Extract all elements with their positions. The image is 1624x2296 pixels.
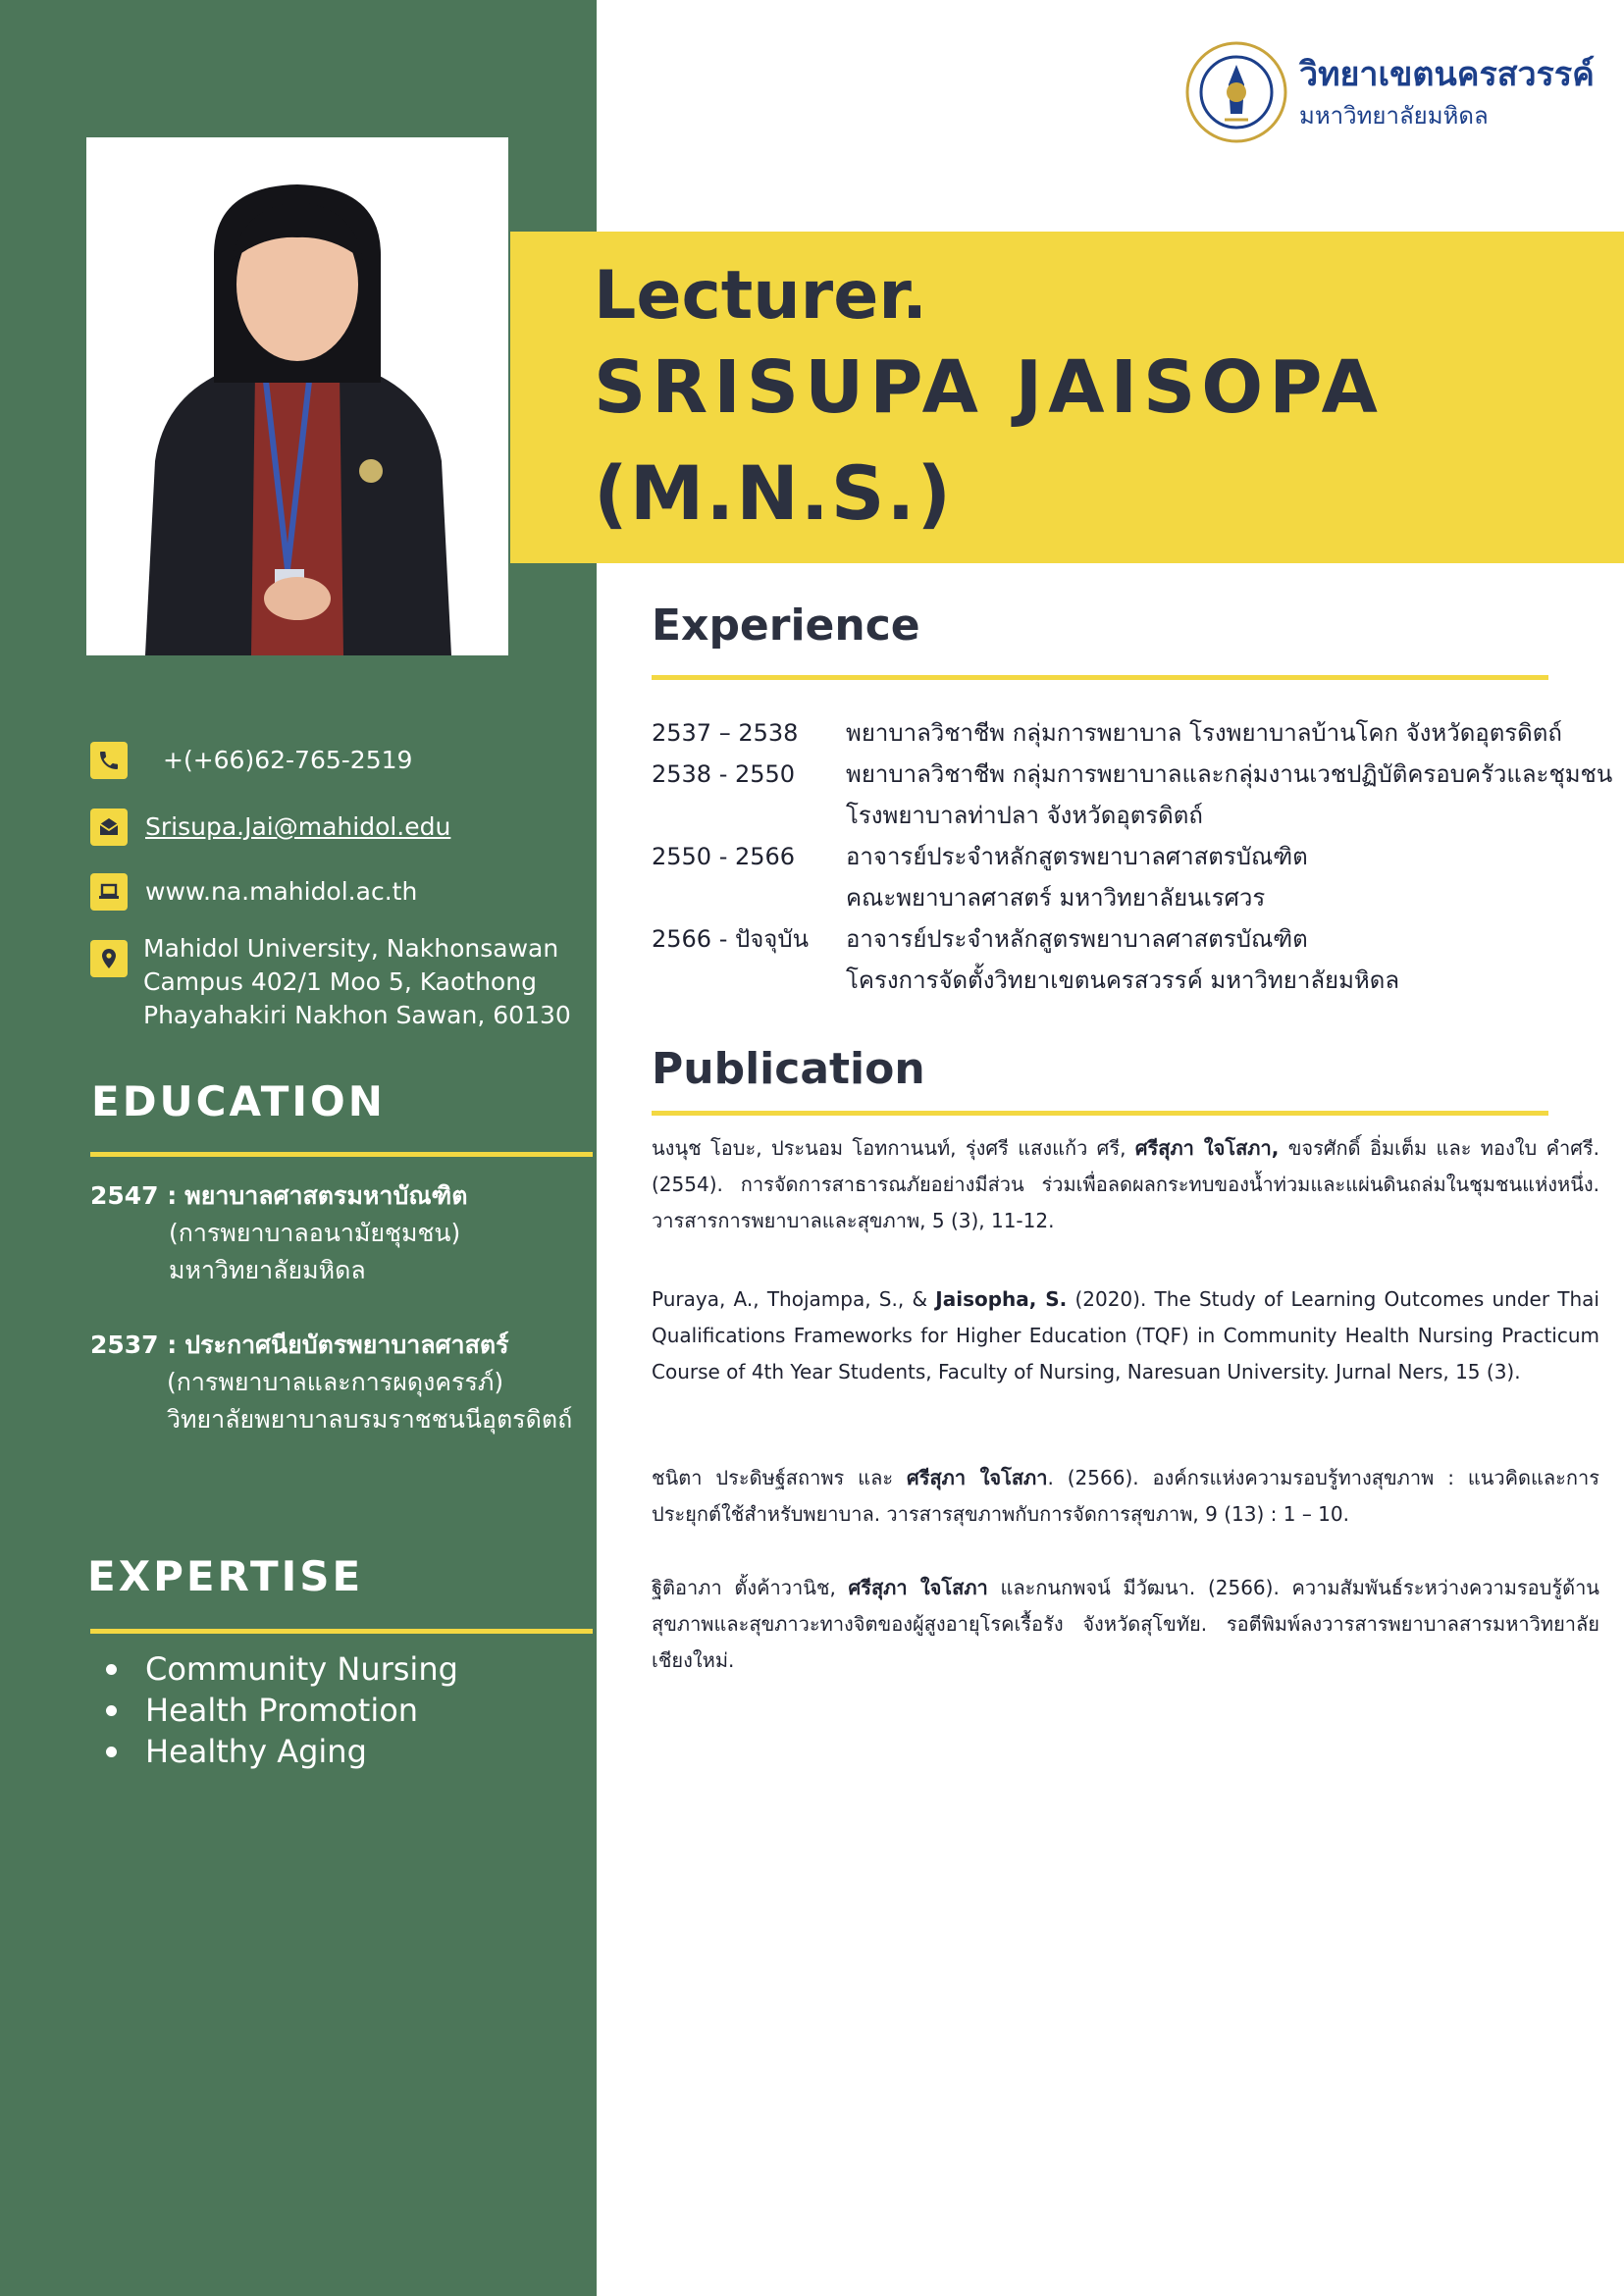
phone-icon (90, 742, 128, 779)
experience-description (846, 754, 1613, 836)
expertise-rule (90, 1629, 593, 1634)
experience-years: 2550 - 2566 (652, 843, 796, 870)
education-degree: ประกาศนียบัตรพยาบาลศาสตร์ (184, 1331, 509, 1359)
expertise-heading: EXPERTISE (87, 1552, 364, 1600)
education-year: 2547 : (90, 1181, 178, 1210)
logo-university-name: มหาวิทยาลัยมหิดล (1299, 102, 1489, 130)
education-heading: EDUCATION (91, 1077, 386, 1125)
phone-number: +(+66)62-765-2519 (163, 746, 413, 774)
person-name: SRISUPA JAISOPA (594, 345, 1384, 430)
expertise-item: Healthy Aging (102, 1731, 458, 1772)
publication-item (652, 1460, 1599, 1533)
citation-details: ขจรศักดิ์ อิ่มเต็ม และ ทองใบ คำศรี. (2554). การจัดการสาธารณภัยอย่างมีส่วน ร่วมเพื่อลดผลกระทบของน้ำท่วมและแผ่นดินถล่มในชุมชนแห่งหนึ่ง. วารสารการพยาบาลและสุขภาพ, 5 (3), 11-12. (652, 1136, 1600, 1232)
address-line: Phayahakiri Nakhon Sawan, 60130 (143, 1001, 571, 1029)
experience-rule (652, 675, 1548, 680)
publication-item (652, 1130, 1599, 1239)
expertise-item: Community Nursing (102, 1648, 458, 1690)
location-pin-icon (90, 940, 128, 977)
campus-logo (1185, 41, 1595, 149)
education-item (90, 1177, 468, 1289)
expertise-item: Health Promotion (102, 1690, 458, 1731)
profile-photo (86, 137, 508, 655)
experience-years: 2538 - 2550 (652, 760, 796, 788)
education-detail: (การพยาบาลอนามัยชุมชน) (169, 1219, 461, 1247)
citation-highlight-author: ศรีสุภา ใจโสภา (848, 1576, 988, 1599)
website-link[interactable]: www.na.mahidol.ac.th (145, 877, 418, 906)
experience-years: 2537 – 2538 (652, 719, 799, 747)
education-rule (90, 1152, 593, 1157)
publication-item (652, 1570, 1599, 1679)
experience-line: คณะพยาบาลศาสตร์ มหาวิทยาลัยนเรศวร (846, 884, 1266, 912)
citation-highlight-author: Jaisopha, S. (935, 1287, 1068, 1311)
experience-line: อาจารย์ประจำหลักสูตรพยาบาลศาสตรบัณฑิต (846, 843, 1308, 870)
university-seal-icon (1185, 41, 1287, 143)
citation-authors: นงนุช โอบะ, ประนอม โอทกานนท์, รุ่งศรี แสงแก้ว ศรี, (652, 1136, 1135, 1160)
citation-details: (2020). The Study of Learning Outcomes under Thai Qualifications Frameworks for Higher Education (TQF) in Community Health Nursing Practicum Course of 4th Year Students, Faculty of Nursing, Naresuan University. Jurnal Ners, 15 (3). (652, 1287, 1599, 1383)
citation-highlight-author: ศรีสุภา ใจโสภา (907, 1466, 1048, 1489)
education-year: 2537 : (90, 1331, 178, 1359)
citation-authors: Puraya, A., Thojampa, S., & (652, 1287, 936, 1311)
expertise-list (102, 1648, 458, 1772)
education-item (90, 1327, 572, 1438)
education-degree: พยาบาลศาสตรมหาบัณฑิต (184, 1181, 468, 1210)
experience-years: 2566 - ปัจจุบัน (652, 925, 809, 953)
address-line: Mahidol University, Nakhonsawan (143, 934, 559, 963)
education-detail: (การพยาบาลและการผดุงครรภ์) (167, 1368, 504, 1396)
citation-authors: ชนิตา ประดิษฐ์สถาพร และ (652, 1466, 908, 1489)
person-degree: (M.N.S.) (594, 449, 954, 537)
citation-highlight-author: ศรีสุภา ใจโสภา, (1134, 1136, 1280, 1160)
citation-authors: ฐิติอาภา ตั้งค้าวานิช, (652, 1576, 849, 1599)
publication-heading: Publication (652, 1044, 925, 1094)
education-institution: วิทยาลัยพยาบาลบรมราชชนนีอุตรดิตถ์ (167, 1405, 573, 1434)
citation-details: และกนกพจน์ มีวัฒนา. (2566). ความสัมพันธ์ระหว่างความรอบรู้ด้านสุขภาพและสุขภาวะทางจิตของผู้สูงอายุโรคเรื้อรัง จังหวัดสุโขทัย. รอตีพิมพ์ลงวารสารพยาบาลสารมหาวิทยาลัยเชียงใหม่. (652, 1576, 1599, 1672)
experience-description (846, 918, 1592, 1001)
email-link[interactable]: Srisupa.Jai@mahidol.edu (145, 812, 451, 841)
title-prefix: Lecturer. (594, 257, 927, 335)
citation-details: . (2566). องค์กรแห่งความรอบรู้ทางสุขภาพ : แนวคิดและการประยุกต์ใช้สำหรับพยาบาล. วารสารสุขภาพกับการจัดการสุขภาพ, 9 (13) : 1 – 10. (652, 1466, 1599, 1526)
experience-line: พยาบาลวิชาชีพ กลุ่มการพยาบาลและกลุ่มงานเวชปฏิบัติครอบครัวและชุมชน (846, 760, 1613, 788)
experience-heading: Experience (652, 600, 920, 651)
experience-description (846, 712, 1592, 754)
laptop-icon (90, 873, 128, 911)
experience-line: พยาบาลวิชาชีพ กลุ่มการพยาบาล โรงพยาบาลบ้านโคก จังหวัดอุตรดิตถ์ (846, 719, 1562, 747)
address-line: Campus 402/1 Moo 5, Kaothong (143, 967, 537, 996)
education-institution: มหาวิทยาลัยมหิดล (169, 1256, 366, 1284)
logo-campus-name: วิทยาเขตนครสวรรค์ (1299, 55, 1595, 94)
publication-rule (652, 1111, 1548, 1116)
publication-item (652, 1281, 1599, 1390)
address-text (143, 932, 571, 1032)
experience-description (846, 836, 1592, 918)
experience-line: อาจารย์ประจำหลักสูตรพยาบาลศาสตรบัณฑิต (846, 925, 1308, 953)
experience-line: โรงพยาบาลท่าปลา จังหวัดอุตรดิตถ์ (846, 802, 1203, 829)
envelope-icon (90, 809, 128, 846)
experience-line: โครงการจัดตั้งวิทยาเขตนครสวรรค์ มหาวิทยาลัยมหิดล (846, 966, 1400, 994)
